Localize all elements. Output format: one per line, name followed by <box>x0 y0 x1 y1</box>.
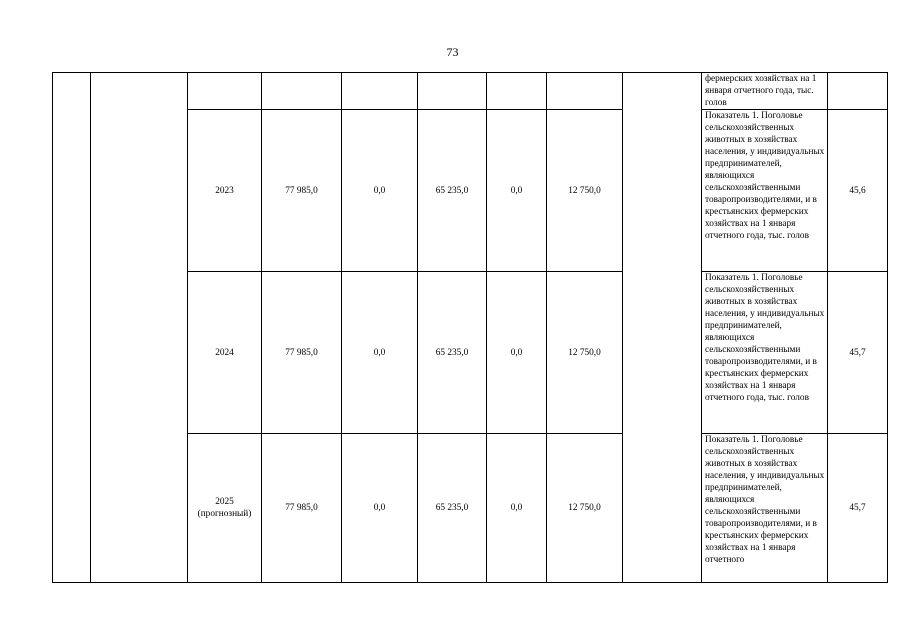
page-number: 73 <box>446 45 459 59</box>
regional-cell <box>418 434 487 583</box>
regional-cell <box>418 272 487 434</box>
total-cell <box>262 272 342 434</box>
indicator-text: Показатель 1. Поголовье сельскохозяйственных животных в хозяйствах населения, у индивидуальных предпринимателей, являющихся сельскохозяйственными товаропроизводителями, и в крестьянских фермерских хозяйствах на 1 января отчетного года, тыс. голов <box>705 273 825 403</box>
budget-table <box>52 72 888 583</box>
extra-budget-cell <box>547 73 623 110</box>
year-cell <box>188 272 262 434</box>
federal-cell <box>342 110 418 272</box>
total-value: 77 985,0 <box>285 185 318 196</box>
regional-cell <box>418 110 487 272</box>
local-value: 0,0 <box>510 503 523 513</box>
year-label: 2024 <box>215 347 234 358</box>
name-cell <box>91 73 188 583</box>
federal-cell <box>342 434 418 583</box>
indicator-value-cell <box>828 434 888 583</box>
table-row <box>53 73 888 110</box>
indicator-text: Показатель 1. Поголовье сельскохозяйственных животных в хозяйствах населения, у индивидуальных предпринимателей, являющихся сельскохозяйственными товаропроизводителями, и в крестьянских фермерских хозяйствах на 1 января отчетного <box>705 435 825 565</box>
regional-value: 65 235,0 <box>435 347 469 358</box>
indicator-value-cell <box>828 110 888 272</box>
indicator-value-cell <box>828 73 888 110</box>
number-cell <box>53 73 91 583</box>
extra-budget-cell <box>547 272 623 434</box>
indicator-text: фермерских хозяйствах на 1 января отчетного года, тыс. голов <box>705 74 817 108</box>
regional-value: 65 235,0 <box>435 503 469 513</box>
extra-budget-value: 12 750,0 <box>568 185 601 196</box>
indicator-value: 45,6 <box>849 185 866 196</box>
indicator-cell <box>702 110 828 272</box>
local-cell <box>487 434 547 583</box>
local-cell <box>487 73 547 110</box>
federal-value: 0,0 <box>373 347 386 358</box>
local-value: 0,0 <box>510 185 523 196</box>
extra-budget-cell <box>547 110 623 272</box>
total-cell <box>262 73 342 110</box>
regional-value: 65 235,0 <box>435 185 469 196</box>
total-cell <box>262 110 342 272</box>
local-cell <box>487 110 547 272</box>
local-cell <box>487 272 547 434</box>
regional-cell <box>418 73 487 110</box>
indicator-value-cell <box>828 272 888 434</box>
indicator-cell <box>702 272 828 434</box>
indicator-text: Показатель 1. Поголовье сельскохозяйственных животных в хозяйствах населения, у индивидуальных предпринимателей, являющихся сельскохозяйственными товаропроизводителями, и в крестьянских фермерских хозяйствах на 1 января отчетного года, тыс. голов <box>705 111 825 241</box>
total-value: 77 985,0 <box>285 503 318 513</box>
year-label: 2025 (прогнозный) <box>197 497 252 519</box>
indicator-cell <box>702 434 828 583</box>
federal-cell <box>342 73 418 110</box>
extra-budget-value: 12 750,0 <box>568 503 601 513</box>
indicator-value: 45,7 <box>849 347 866 358</box>
year-cell <box>188 73 262 110</box>
year-label: 2023 <box>215 185 234 196</box>
extra-budget-cell <box>547 434 623 583</box>
goal-cell <box>623 73 702 583</box>
indicator-value: 45,7 <box>849 503 866 513</box>
indicator-cell <box>702 73 828 110</box>
year-cell <box>188 434 262 583</box>
extra-budget-value: 12 750,0 <box>568 347 601 358</box>
federal-cell <box>342 272 418 434</box>
federal-value: 0,0 <box>373 185 386 196</box>
total-value: 77 985,0 <box>285 347 318 358</box>
federal-value: 0,0 <box>373 503 386 513</box>
year-cell <box>188 110 262 272</box>
total-cell <box>262 434 342 583</box>
local-value: 0,0 <box>510 347 523 358</box>
